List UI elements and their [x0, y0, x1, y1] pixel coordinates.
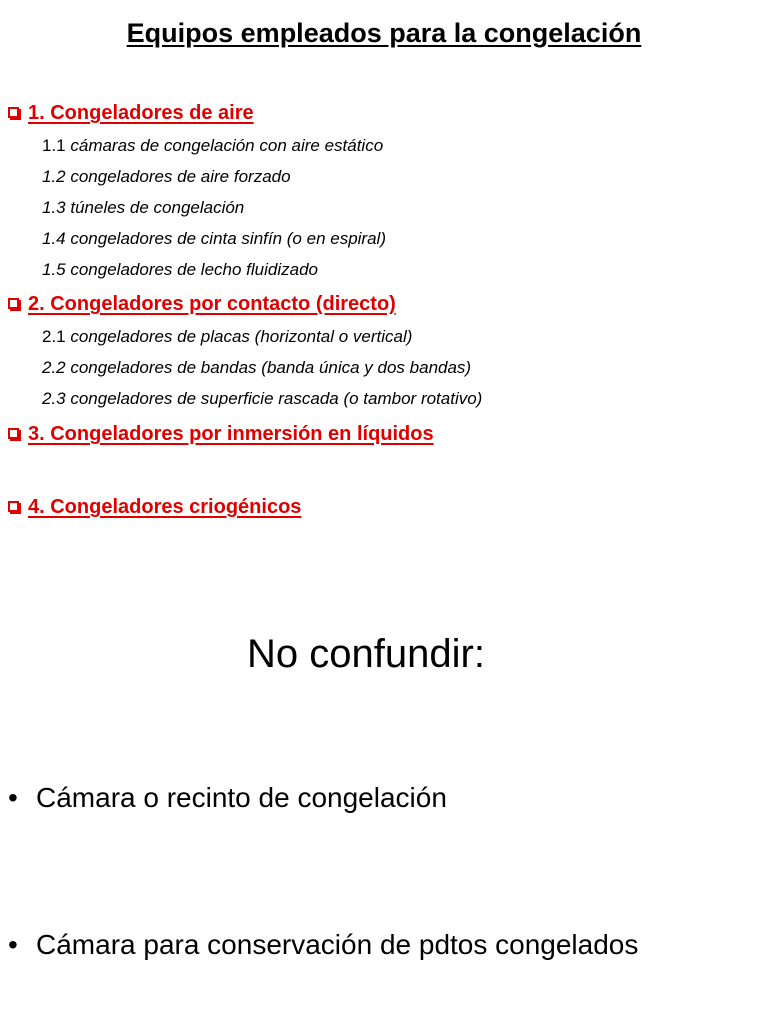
- bullet-dot-icon: •: [8, 929, 18, 960]
- section-2-label: 2. Congeladores por contacto (directo): [28, 293, 396, 315]
- checkbox-icon: [8, 298, 19, 309]
- list-item-1-1: 1.1 cámaras de congelación con aire estático: [42, 136, 384, 155]
- section-4-heading: [8, 494, 301, 520]
- section-1-heading: [8, 100, 254, 126]
- section-1-label: 1. Congeladores de aire: [28, 102, 254, 124]
- list-item-1-4: 1.4 congeladores de cinta sinfín (o en espiral): [42, 229, 386, 248]
- bullet-item: • Cámara para conservación de pdtos congelados: [8, 927, 638, 963]
- list-item-1-2: 1.2 congeladores de aire forzado: [42, 167, 291, 186]
- bullet-item: • Cámara o recinto de congelación: [8, 780, 447, 816]
- checkbox-icon: [8, 107, 19, 118]
- section-3-label: 3. Congeladores por inmersión en líquidos: [28, 423, 434, 445]
- checkbox-icon: [8, 428, 19, 439]
- section-2-heading: [8, 291, 396, 317]
- checkbox-icon: [8, 501, 19, 512]
- note-heading: No confundir:: [247, 632, 485, 676]
- list-item-2-3: 2.3 congeladores de superficie rascada (o tambor rotativo): [42, 389, 483, 408]
- bullet-dot-icon: •: [8, 782, 18, 813]
- list-item-2-1: 2.1 congeladores de placas (horizontal o vertical): [42, 327, 413, 346]
- list-item-2-2: 2.2 congeladores de bandas (banda única y dos bandas): [42, 358, 472, 377]
- list-item-1-5: 1.5 congeladores de lecho fluidizado: [42, 260, 318, 279]
- section-3-heading: [8, 421, 434, 447]
- section-4-label: 4. Congeladores criogénicos: [28, 496, 302, 518]
- page-title: Equipos empleados para la congelación: [126, 18, 642, 48]
- list-item-1-3: 1.3 túneles de congelación: [42, 198, 245, 217]
